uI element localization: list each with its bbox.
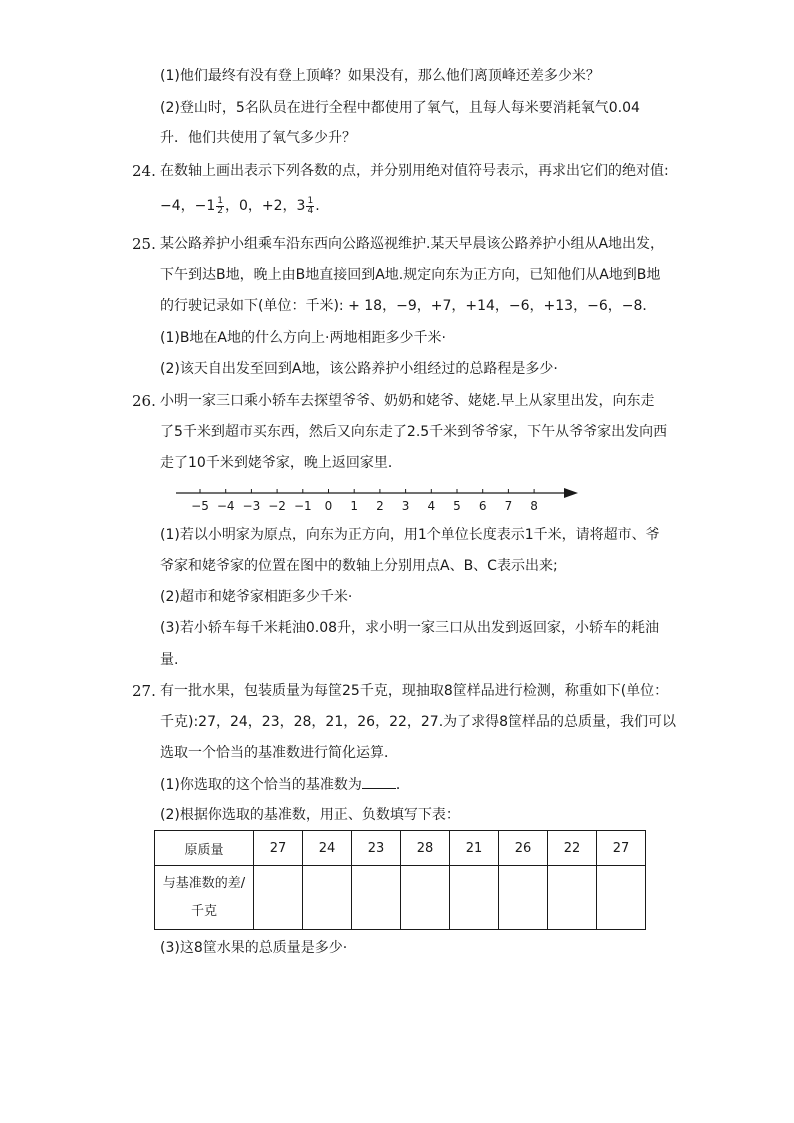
q27-line1: 有一批水果，包装质量为每筐25千克，现抽取8筐样品进行检测，称重如下(单位：: [160, 683, 669, 699]
q25-line1: 某公路养护小组乘车沿东西向公路巡视维护.某天早晨该公路养护小组从A地出发，: [160, 236, 665, 252]
number-line-tick-label: 3: [401, 499, 410, 513]
q25-sub1: (1)B地在A地的什么方向上·两地相距多少千米·: [160, 330, 446, 346]
q26-line1: 小明一家三口乘小轿车去探望爷爷、奶奶和姥爷、姥姥.早上从家里出发，向东走: [160, 393, 655, 409]
q25-line3: 的行驶记录如下(单位：千米): + 18，−9，+7，+14，−6，+13，−6，−8．: [160, 298, 657, 314]
q26-sub1-line2: 爷家和姥爷家的位置在图中的数轴上分别用点A、B、C表示出来;: [160, 558, 558, 574]
table-cell-value: 27: [597, 831, 646, 866]
q25-number: 25.: [132, 235, 156, 253]
q27-sub2: (2)根据你选取的基准数，用正、负数填写下表：: [160, 807, 460, 823]
table-cell-value: 24: [303, 831, 352, 866]
table-answer-cell[interactable]: [352, 866, 401, 930]
number-line-arrow-icon: [564, 488, 578, 498]
q24-stem: 在数轴上画出表示下列各数的点，并分别用绝对值符号表示，再求出它们的绝对值:: [160, 163, 669, 179]
q25-sub2: (2)该天自出发至回到A地，该公路养护小组经过的总路程是多少·: [160, 361, 558, 377]
number-line-tick-label: 1: [350, 499, 359, 513]
table-answer-cell[interactable]: [450, 866, 499, 930]
number-line: [172, 482, 582, 516]
number-line-tick-label: 2: [376, 499, 384, 513]
table-row-original-mass: [155, 831, 646, 866]
q26-sub1-line1: (1)若以小明家为原点，向东为正方向，用1个单位长度表示1千米，请将超市、爷: [160, 527, 660, 543]
table-cell-value: 23: [352, 831, 401, 866]
q25-line2: 下午到达B地，晚上由B地直接回到A地.规定向东为正方向，已知他们从A地到B地: [160, 267, 661, 283]
q27-line3: 选取一个恰当的基准数进行简化运算．: [160, 745, 398, 761]
number-line-tick-label: 5: [453, 499, 461, 513]
q26-number: 26.: [132, 392, 156, 410]
q27-sub3: (3)这8筐水果的总质量是多少·: [160, 940, 348, 956]
q24-number-list: [160, 196, 320, 216]
number-line-tick-label: 4: [427, 499, 436, 513]
table-cell-value: 27: [254, 831, 303, 866]
q27-sub1: [160, 774, 410, 795]
number-line-tick-label: 7: [504, 499, 513, 513]
table-answer-cell[interactable]: [254, 866, 303, 930]
table-row-difference: [155, 866, 646, 930]
q26-sub3-line2: 量.: [160, 652, 179, 668]
table-cell-value: 22: [548, 831, 597, 866]
table-cell-value: 28: [401, 831, 450, 866]
number-line-tick-label: −2: [268, 499, 286, 513]
table-answer-cell[interactable]: [548, 866, 597, 930]
q27-line2: 千克):27，24，23，28，21，26，22，27.为了求得8筐样品的总质量，我们可以: [160, 714, 677, 730]
q24-list-a: −4，−1: [160, 198, 216, 214]
table-answer-cell[interactable]: [499, 866, 548, 930]
number-line-tick-label: −1: [293, 499, 312, 513]
table-header-difference-line1: 与基准数的差/: [162, 875, 246, 891]
q27-sub1-end: ．: [395, 777, 410, 793]
q24-fraction-half: $\frac{1}{2}$: [217, 195, 224, 216]
q24-list-end: .: [315, 198, 320, 214]
q26-sub3-line1: (3)若小轿车每千米耗油0.08升，求小明一家三口从出发到返回家，小轿车的耗油: [160, 620, 660, 636]
q26-line3: 走了10千米到姥爷家，晚上返回家里．: [160, 455, 402, 471]
q23-sub2-line1: (2)登山时，5名队员在进行全程中都使用了氧气，且每人每米要消耗氧气0.04: [160, 100, 640, 116]
number-line-tick-label: 8: [530, 499, 538, 513]
table-cell-value: 21: [450, 831, 499, 866]
q27-number: 27.: [132, 682, 156, 700]
table-answer-cell[interactable]: [401, 866, 450, 930]
q26-line2: 了5千米到超市买东西，然后又向东走了2.5千米到爷爷家，下午从爷爷家出发向西: [160, 424, 668, 440]
q24-list-b: ，0，+2，3: [225, 198, 306, 214]
mass-table: [154, 830, 646, 930]
table-cell-value: 26: [499, 831, 548, 866]
table-answer-cell[interactable]: [597, 866, 646, 930]
number-line-tick-label: −3: [242, 499, 261, 513]
q23-sub1: (1)他们最终有没有登上顶峰？如果没有，那么他们离顶峰还差多少米？: [160, 68, 600, 84]
table-header-difference-line2: 千克: [190, 903, 217, 919]
q26-sub2: (2)超市和姥爷家相距多少千米·: [160, 589, 353, 605]
q27-sub1-text: (1)你选取的这个恰当的基准数为: [160, 777, 362, 793]
number-line-tick-label: 6: [478, 499, 487, 513]
q24-fraction-quarter: $\frac{1}{4}$: [307, 195, 314, 216]
table-header-difference: [155, 866, 254, 930]
answer-blank[interactable]: [362, 774, 396, 789]
number-line-tick-label: −5: [191, 499, 209, 513]
table-answer-cell[interactable]: [303, 866, 352, 930]
number-line-tick-label: 0: [324, 499, 333, 513]
q24-number: 24.: [132, 162, 156, 180]
table-header-original-mass: 原质量: [155, 831, 254, 866]
number-line-tick-label: −4: [216, 499, 235, 513]
q23-sub2-line2: 升．他们共使用了氧气多少升？: [160, 130, 356, 146]
